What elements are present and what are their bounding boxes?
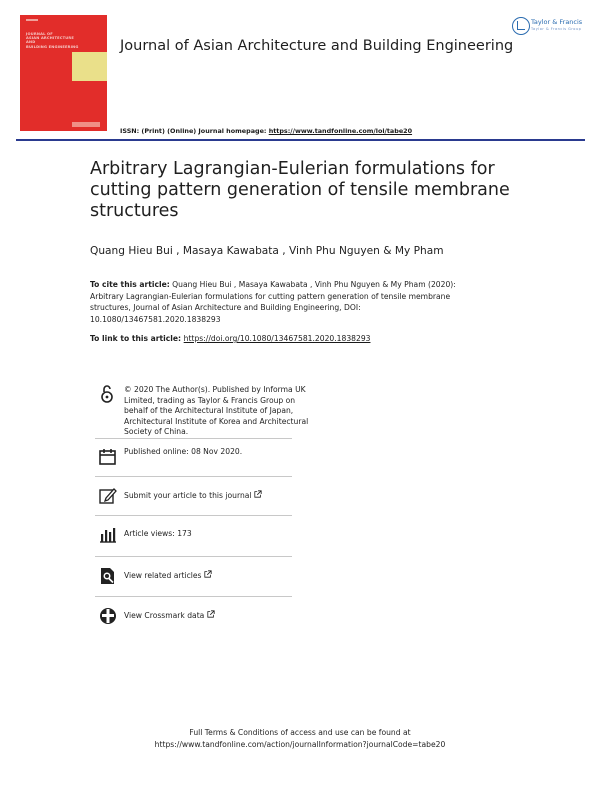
bar-chart-icon — [98, 525, 118, 545]
published-text: Published online: 08 Nov 2020. — [124, 447, 243, 456]
external-link-icon — [254, 490, 262, 498]
related-articles-label: View related articles — [124, 571, 202, 580]
open-access-lock-icon — [98, 385, 118, 405]
calendar-icon — [98, 447, 118, 467]
submit-article-label: Submit your article to this journal — [124, 491, 252, 500]
logo-sub: Taylor & Francis Group — [531, 27, 582, 31]
external-link-icon — [204, 570, 212, 578]
footer-terms-link[interactable]: https://www.tandfonline.com/action/journalInformation?journalCode=tabe20 — [154, 740, 446, 749]
item-divider — [95, 515, 292, 516]
search-document-icon — [98, 566, 118, 586]
citation-block — [90, 279, 490, 325]
external-link-icon — [207, 610, 215, 618]
cover-mark — [26, 19, 38, 21]
taylor-francis-logo-icon[interactable] — [512, 17, 584, 35]
logo-name: Taylor & Francis — [531, 18, 583, 26]
article-title: Arbitrary Lagrangian-Eulerian formulations for cutting pattern generation of tensile membrane structures — [90, 159, 510, 221]
submit-article-link[interactable] — [124, 490, 262, 502]
footer-terms — [100, 727, 500, 751]
article-views-text: Article views: 173 — [124, 529, 192, 538]
article-link-line — [90, 334, 370, 343]
doi-link[interactable]: https://doi.org/10.1080/13467581.2020.1838293 — [183, 334, 371, 343]
citation-text: Quang Hieu Bui , Masaya Kawabata , Vinh Phu Nguyen & My Pham (2020): Arbitrary Lagrangian-Eulerian formulations for cutting pattern generation of tensile membrane structures, Journal of Asian Architecture and Building Engineering, DOI: 10.1080/13467581.2020.1838293 — [90, 280, 456, 324]
article-link-label: To link to this article: — [90, 334, 184, 343]
item-divider — [95, 476, 292, 477]
item-divider — [95, 596, 292, 597]
related-articles-link[interactable] — [124, 570, 212, 582]
item-divider — [95, 556, 292, 557]
logo-emblem-icon — [512, 17, 530, 35]
footer-line-1: Full Terms & Conditions of access and use can be found at — [189, 728, 411, 737]
crossmark-link[interactable] — [124, 610, 215, 622]
crossmark-icon — [98, 606, 118, 626]
journal-homepage-link[interactable]: https://www.tandfonline.com/loi/tabe20 — [268, 127, 413, 135]
issn-prefix: ISSN: (Print) (Online) Journal homepage: — [120, 127, 269, 135]
cover-bottom-block — [72, 122, 100, 127]
cover-yellow-block — [72, 52, 107, 81]
issn-line — [120, 127, 412, 135]
journal-cover-image — [20, 15, 107, 131]
license-text: © 2020 The Author(s). Published by Informa UK Limited, trading as Taylor & Francis Group on behalf of the Architectural Institute of Japan, Architectural Institute of Korea and Architectural Society of China. — [124, 385, 309, 437]
crossmark-label: View Crossmark data — [124, 611, 205, 620]
citation-label: To cite this article: — [90, 280, 170, 289]
journal-title: Journal of Asian Architecture and Building Engineering — [120, 38, 514, 54]
item-divider — [95, 438, 292, 439]
article-authors: Quang Hieu Bui , Masaya Kawabata , Vinh Phu Nguyen & My Pham — [90, 245, 444, 257]
header-divider — [16, 139, 585, 141]
cover-text: JOURNAL OF ASIAN ARCHITECTURE AND BUILDING ENGINEERING — [26, 32, 79, 49]
submit-pencil-icon — [98, 486, 118, 506]
